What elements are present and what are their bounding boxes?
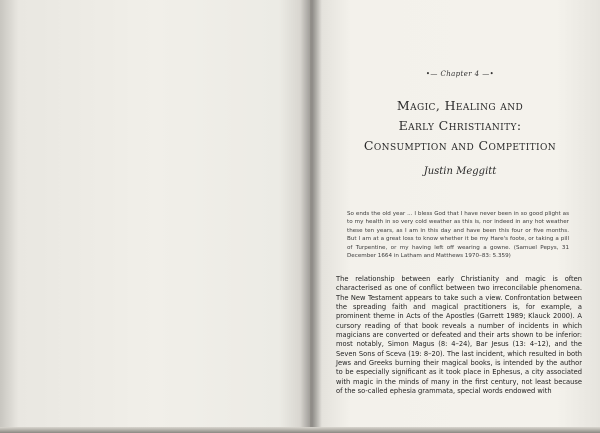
- chapter-label-text: Chapter 4: [440, 70, 480, 78]
- body-paragraph: The relationship between early Christianity and magic is often characterised as one of conflict between two irreconcilable phenomena. The New Testament appears to take such a view. Confrontation between the spreading faith and magical practitioners is, for example, a prominent theme in Acts of the Apostles (Garrett 1989; Klauck 2000). A cursory reading of that book reveals a number of incidents in which magicians are converted or defeated and their arts shown to be inferior: most notably, Simon Magus (8: 4–24), Bar Jesus (13: 4–12), and the Seven Sons of Sceva (19: 8–20). The last incident, which resulted in both Jews and Greeks burning their magical books, is intended by the author to be especially significant as it took place in Ephesus, a city associated with magic in the minds of many in the first century, not least because of the so-called ephesia grammata, special words endowed with: [336, 275, 582, 396]
- chapter-title-line: Magic, Healing and: [396, 98, 524, 113]
- ornament-right-icon: —•: [482, 70, 495, 78]
- chapter-label: [330, 70, 590, 78]
- page-bottom-edge: [0, 427, 600, 433]
- chapter-title: [330, 96, 590, 156]
- ornament-left-icon: •—: [425, 70, 438, 78]
- author-name: Justin Meggitt: [423, 166, 497, 177]
- chapter-title-line: Consumption and Competition: [363, 138, 557, 153]
- epigraph: So ends the old year ... I bless God that I have never been in so good plight as to my health in so very cold weather as this is, nor indeed in any hot weather these ten years, as I am in this day and have been this four or five months. But I am at a great loss to know whether it be my Hare's foote, or taking a pill of Turpentine, or my having left off wearing a gowne. (Samuel Pepys, 31 December 1664 in Latham and Matthews 1970–83: 5.359): [347, 211, 569, 260]
- chapter-title-line: Early Christianity:: [398, 118, 522, 133]
- book-gutter: [300, 0, 322, 433]
